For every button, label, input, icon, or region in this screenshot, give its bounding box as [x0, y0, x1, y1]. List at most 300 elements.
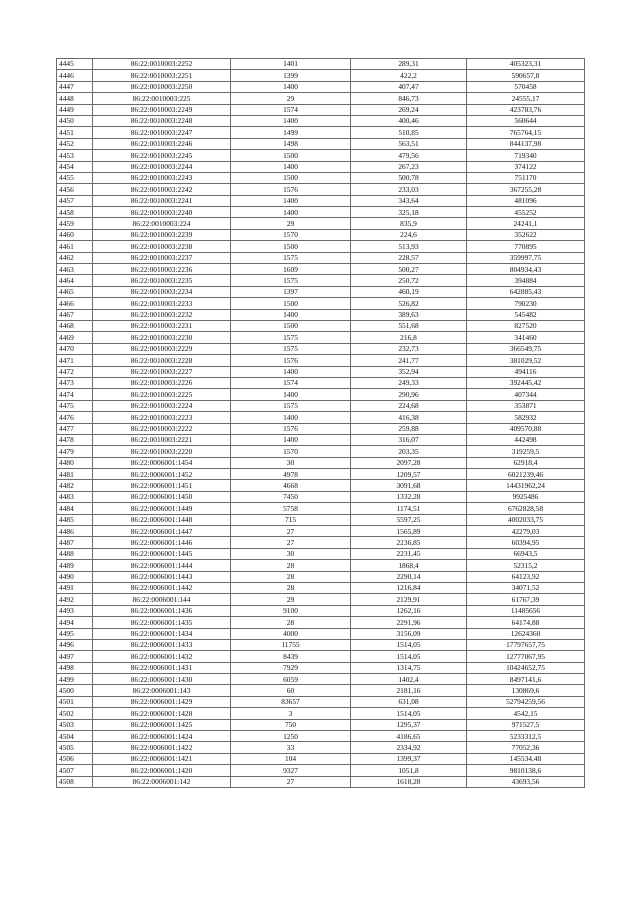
table-row	[57, 366, 585, 377]
cadastral-value-cell: 24241,1	[467, 218, 585, 229]
table-row	[57, 719, 585, 730]
area-cell: 1401	[231, 59, 351, 70]
area-cell: 28	[231, 582, 351, 593]
cadastral-number-cell: 86:22:0010003:2225	[93, 389, 231, 400]
table-row	[57, 377, 585, 388]
area-cell: 4978	[231, 469, 351, 480]
row-number-cell: 4470	[57, 343, 93, 354]
cadastral-number-cell: 86:22:0010003:2233	[93, 298, 231, 309]
specific-value-cell: 290,96	[351, 389, 467, 400]
area-cell: 1574	[231, 104, 351, 115]
specific-value-cell: 1514,05	[351, 651, 467, 662]
area-cell: 1575	[231, 275, 351, 286]
table-row	[57, 93, 585, 104]
row-number-cell: 4451	[57, 127, 93, 138]
area-cell: 1400	[231, 389, 351, 400]
cadastral-value-cell: 374122	[467, 161, 585, 172]
area-cell: 1400	[231, 412, 351, 423]
cadastral-number-cell: 86:22:0006001:1454	[93, 457, 231, 468]
cadastral-value-cell: 570458	[467, 81, 585, 92]
area-cell: 1400	[231, 81, 351, 92]
cadastral-number-cell: 86:22:0006001:1448	[93, 514, 231, 525]
cadastral-number-cell: 86:22:0010003:2237	[93, 252, 231, 263]
area-cell: 1575	[231, 332, 351, 343]
specific-value-cell: 1565,89	[351, 526, 467, 537]
cadastral-number-cell: 86:22:0010003:2236	[93, 264, 231, 275]
area-cell: 1576	[231, 423, 351, 434]
area-cell: 60	[231, 685, 351, 696]
row-number-cell: 4497	[57, 651, 93, 662]
row-number-cell: 4481	[57, 469, 93, 480]
row-number-cell: 4450	[57, 115, 93, 126]
table-row	[57, 400, 585, 411]
area-cell: 28	[231, 560, 351, 571]
row-number-cell: 4452	[57, 138, 93, 149]
table-row	[57, 776, 585, 787]
area-cell: 104	[231, 753, 351, 764]
cadastral-number-cell: 86:22:0010003:2251	[93, 70, 231, 81]
specific-value-cell: 479,56	[351, 150, 467, 161]
cadastral-value-cell: 14431962,24	[467, 480, 585, 491]
cadastral-number-cell: 86:22:0006001:1433	[93, 639, 231, 650]
cadastral-number-cell: 86:22:0006001:1449	[93, 503, 231, 514]
table-row	[57, 389, 585, 400]
area-cell: 1576	[231, 355, 351, 366]
cadastral-number-cell: 86:22:0006001:1424	[93, 731, 231, 742]
area-cell: 30	[231, 548, 351, 559]
specific-value-cell: 4186,65	[351, 731, 467, 742]
specific-value-cell: 460,19	[351, 286, 467, 297]
area-cell: 1397	[231, 286, 351, 297]
row-number-cell: 4455	[57, 172, 93, 183]
table-row	[57, 355, 585, 366]
area-cell: 1575	[231, 400, 351, 411]
area-cell: 6059	[231, 674, 351, 685]
table-row	[57, 412, 585, 423]
cadastral-number-cell: 86:22:0006001:1430	[93, 674, 231, 685]
specific-value-cell: 1868,4	[351, 560, 467, 571]
cadastral-value-cell: 34071,52	[467, 582, 585, 593]
row-number-cell: 4465	[57, 286, 93, 297]
cadastral-value-cell: 790230	[467, 298, 585, 309]
table-row	[57, 434, 585, 445]
area-cell: 1400	[231, 434, 351, 445]
specific-value-cell: 563,51	[351, 138, 467, 149]
specific-value-cell: 1216,84	[351, 582, 467, 593]
table-row	[57, 469, 585, 480]
specific-value-cell: 422,2	[351, 70, 467, 81]
specific-value-cell: 5597,25	[351, 514, 467, 525]
cadastral-value-cell: 9925486	[467, 491, 585, 502]
specific-value-cell: 249,33	[351, 377, 467, 388]
cadastral-value-cell: 42279,03	[467, 526, 585, 537]
cadastral-value-cell: 64123,92	[467, 571, 585, 582]
specific-value-cell: 1051,8	[351, 765, 467, 776]
area-cell: 27	[231, 776, 351, 787]
area-cell: 29	[231, 218, 351, 229]
area-cell: 1399	[231, 70, 351, 81]
cadastral-value-cell: 6762828,58	[467, 503, 585, 514]
cadastral-value-cell: 392445,42	[467, 377, 585, 388]
cadastral-number-cell: 86:22:0010003:2226	[93, 377, 231, 388]
row-number-cell: 4499	[57, 674, 93, 685]
table-row	[57, 674, 585, 685]
specific-value-cell: 846,73	[351, 93, 467, 104]
area-cell: 29	[231, 594, 351, 605]
cadastral-value-cell: 61767,39	[467, 594, 585, 605]
table-row	[57, 241, 585, 252]
cadastral-value-cell: 560644	[467, 115, 585, 126]
cadastral-number-cell: 86:22:0010003:2231	[93, 320, 231, 331]
cadastral-value-cell: 11485656	[467, 605, 585, 616]
cadastral-number-cell: 86:22:0006001:1442	[93, 582, 231, 593]
cadastral-number-cell: 86:22:0010003:2235	[93, 275, 231, 286]
area-cell: 1575	[231, 252, 351, 263]
specific-value-cell: 2129,91	[351, 594, 467, 605]
cadastral-number-cell: 86:22:0010003:2242	[93, 184, 231, 195]
table-row	[57, 184, 585, 195]
area-cell: 9100	[231, 605, 351, 616]
row-number-cell: 4476	[57, 412, 93, 423]
table-row	[57, 423, 585, 434]
row-number-cell: 4482	[57, 480, 93, 491]
table-row	[57, 457, 585, 468]
row-number-cell: 4471	[57, 355, 93, 366]
table-row	[57, 753, 585, 764]
cadastral-number-cell: 86:22:0006001:1421	[93, 753, 231, 764]
row-number-cell: 4461	[57, 241, 93, 252]
row-number-cell: 4467	[57, 309, 93, 320]
cadastral-value-cell: 60394,95	[467, 537, 585, 548]
area-cell: 1400	[231, 366, 351, 377]
table-row	[57, 127, 585, 138]
specific-value-cell: 250,72	[351, 275, 467, 286]
specific-value-cell: 551,68	[351, 320, 467, 331]
row-number-cell: 4493	[57, 605, 93, 616]
specific-value-cell: 3091,68	[351, 480, 467, 491]
cadastral-number-cell: 86:22:0006001:1446	[93, 537, 231, 548]
row-number-cell: 4454	[57, 161, 93, 172]
row-number-cell: 4475	[57, 400, 93, 411]
table-row	[57, 138, 585, 149]
cadastral-number-cell: 86:22:0006001:1432	[93, 651, 231, 662]
cadastral-value-cell: 366549,75	[467, 343, 585, 354]
cadastral-number-cell: 86:22:0010003:2245	[93, 150, 231, 161]
row-number-cell: 4484	[57, 503, 93, 514]
cadastral-value-cell: 130869,6	[467, 685, 585, 696]
specific-value-cell: 232,73	[351, 343, 467, 354]
table-row	[57, 332, 585, 343]
area-cell: 28	[231, 571, 351, 582]
table-row	[57, 548, 585, 559]
specific-value-cell: 325,18	[351, 207, 467, 218]
cadastral-value-cell: 8497141,6	[467, 674, 585, 685]
cadastral-number-cell: 86:22:0006001:1451	[93, 480, 231, 491]
area-cell: 4000	[231, 628, 351, 639]
cadastral-value-cell: 352622	[467, 229, 585, 240]
area-cell: 27	[231, 537, 351, 548]
cadastral-value-cell: 52794259,56	[467, 696, 585, 707]
cadastral-number-cell: 86:22:0010003:225	[93, 93, 231, 104]
area-cell: 1400	[231, 161, 351, 172]
table-row	[57, 526, 585, 537]
cadastral-number-cell: 86:22:0010003:224	[93, 218, 231, 229]
row-number-cell: 4508	[57, 776, 93, 787]
cadastral-value-cell: 62918,4	[467, 457, 585, 468]
cadastral-number-cell: 86:22:0006001:143	[93, 685, 231, 696]
row-number-cell: 4489	[57, 560, 93, 571]
area-cell: 715	[231, 514, 351, 525]
area-cell: 750	[231, 719, 351, 730]
row-number-cell: 4468	[57, 320, 93, 331]
cadastral-value-cell: 407344	[467, 389, 585, 400]
cadastral-number-cell: 86:22:0006001:144	[93, 594, 231, 605]
row-number-cell: 4494	[57, 617, 93, 628]
specific-value-cell: 400,46	[351, 115, 467, 126]
row-number-cell: 4460	[57, 229, 93, 240]
table-row	[57, 537, 585, 548]
row-number-cell: 4479	[57, 446, 93, 457]
table-row	[57, 275, 585, 286]
specific-value-cell: 267,23	[351, 161, 467, 172]
area-cell: 1609	[231, 264, 351, 275]
area-cell: 1576	[231, 184, 351, 195]
cadastral-value-cell: 64174,88	[467, 617, 585, 628]
table-row	[57, 639, 585, 650]
cadastral-value-cell: 844137,98	[467, 138, 585, 149]
table-row	[57, 104, 585, 115]
cadastral-number-cell: 86:22:0006001:1420	[93, 765, 231, 776]
area-cell: 1500	[231, 150, 351, 161]
cadastral-number-cell: 86:22:0010003:2240	[93, 207, 231, 218]
area-cell: 1570	[231, 446, 351, 457]
area-cell: 4668	[231, 480, 351, 491]
area-cell: 1500	[231, 298, 351, 309]
table-row	[57, 560, 585, 571]
area-cell: 28	[231, 617, 351, 628]
cadastral-number-cell: 86:22:0006001:1429	[93, 696, 231, 707]
cadastral-number-cell: 86:22:0006001:1425	[93, 719, 231, 730]
table-row	[57, 252, 585, 263]
cadastral-number-cell: 86:22:0006001:1443	[93, 571, 231, 582]
cadastral-value-cell: 4542,15	[467, 708, 585, 719]
specific-value-cell: 631,08	[351, 696, 467, 707]
specific-value-cell: 269,24	[351, 104, 467, 115]
table-row	[57, 662, 585, 673]
specific-value-cell: 416,38	[351, 412, 467, 423]
specific-value-cell: 500,78	[351, 172, 467, 183]
cadastral-value-cell: 353871	[467, 400, 585, 411]
table-row	[57, 343, 585, 354]
row-number-cell: 4487	[57, 537, 93, 548]
cadastral-number-cell: 86:22:0010003:2221	[93, 434, 231, 445]
row-number-cell: 4453	[57, 150, 93, 161]
area-cell: 83657	[231, 696, 351, 707]
row-number-cell: 4492	[57, 594, 93, 605]
specific-value-cell: 2236,85	[351, 537, 467, 548]
row-number-cell: 4478	[57, 434, 93, 445]
cadastral-number-cell: 86:22:0010003:2234	[93, 286, 231, 297]
row-number-cell: 4473	[57, 377, 93, 388]
cadastral-value-table	[56, 58, 585, 788]
specific-value-cell: 1399,37	[351, 753, 467, 764]
specific-value-cell: 500,27	[351, 264, 467, 275]
cadastral-number-cell: 86:22:0006001:1447	[93, 526, 231, 537]
specific-value-cell: 513,93	[351, 241, 467, 252]
cadastral-value-cell: 494116	[467, 366, 585, 377]
table-row	[57, 150, 585, 161]
table-row	[57, 207, 585, 218]
row-number-cell: 4456	[57, 184, 93, 195]
table-row	[57, 81, 585, 92]
table-row	[57, 708, 585, 719]
row-number-cell: 4502	[57, 708, 93, 719]
cadastral-value-cell: 319259,5	[467, 446, 585, 457]
cadastral-value-cell: 394884	[467, 275, 585, 286]
specific-value-cell: 1514,05	[351, 708, 467, 719]
row-number-cell: 4449	[57, 104, 93, 115]
table-row	[57, 320, 585, 331]
cadastral-number-cell: 86:22:0006001:1444	[93, 560, 231, 571]
specific-value-cell: 1618,28	[351, 776, 467, 787]
area-cell: 7450	[231, 491, 351, 502]
cadastral-value-cell: 17797657,75	[467, 639, 585, 650]
table-row	[57, 651, 585, 662]
cadastral-value-cell: 409570,88	[467, 423, 585, 434]
cadastral-value-cell: 52315,2	[467, 560, 585, 571]
cadastral-number-cell: 86:22:0010003:2238	[93, 241, 231, 252]
specific-value-cell: 1209,57	[351, 469, 467, 480]
cadastral-number-cell: 86:22:0006001:1428	[93, 708, 231, 719]
cadastral-value-cell: 751170	[467, 172, 585, 183]
cadastral-number-cell: 86:22:0010003:2243	[93, 172, 231, 183]
area-cell: 1400	[231, 207, 351, 218]
cadastral-value-cell: 12777067,95	[467, 651, 585, 662]
row-number-cell: 4462	[57, 252, 93, 263]
specific-value-cell: 316,07	[351, 434, 467, 445]
row-number-cell: 4469	[57, 332, 93, 343]
row-number-cell: 4445	[57, 59, 93, 70]
table-row	[57, 594, 585, 605]
cadastral-value-cell: 827520	[467, 320, 585, 331]
cadastral-number-cell: 86:22:0010003:2232	[93, 309, 231, 320]
row-number-cell: 4472	[57, 366, 93, 377]
row-number-cell: 4474	[57, 389, 93, 400]
row-number-cell: 4477	[57, 423, 93, 434]
table-row	[57, 742, 585, 753]
area-cell: 1570	[231, 229, 351, 240]
cadastral-number-cell: 86:22:0010003:2228	[93, 355, 231, 366]
cadastral-value-cell: 4002033,75	[467, 514, 585, 525]
cadastral-number-cell: 86:22:0010003:2229	[93, 343, 231, 354]
row-number-cell: 4491	[57, 582, 93, 593]
cadastral-number-cell: 86:22:0010003:2250	[93, 81, 231, 92]
row-number-cell: 4496	[57, 639, 93, 650]
table-row	[57, 59, 585, 70]
specific-value-cell: 241,77	[351, 355, 467, 366]
row-number-cell: 4490	[57, 571, 93, 582]
cadastral-number-cell: 86:22:0006001:142	[93, 776, 231, 787]
area-cell: 5758	[231, 503, 351, 514]
area-cell: 30	[231, 457, 351, 468]
row-number-cell: 4448	[57, 93, 93, 104]
table-row	[57, 195, 585, 206]
row-number-cell: 4457	[57, 195, 93, 206]
table-row	[57, 172, 585, 183]
cadastral-value-cell: 642885,43	[467, 286, 585, 297]
row-number-cell: 4498	[57, 662, 93, 673]
specific-value-cell: 1262,16	[351, 605, 467, 616]
row-number-cell: 4458	[57, 207, 93, 218]
row-number-cell: 4505	[57, 742, 93, 753]
specific-value-cell: 389,63	[351, 309, 467, 320]
area-cell: 33	[231, 742, 351, 753]
area-cell: 8439	[231, 651, 351, 662]
cadastral-number-cell: 86:22:0010003:2252	[93, 59, 231, 70]
specific-value-cell: 1314,75	[351, 662, 467, 673]
cadastral-number-cell: 86:22:0010003:2249	[93, 104, 231, 115]
area-cell: 1500	[231, 172, 351, 183]
specific-value-cell: 3156,09	[351, 628, 467, 639]
row-number-cell: 4480	[57, 457, 93, 468]
cadastral-value-cell: 590657,8	[467, 70, 585, 81]
row-number-cell: 4500	[57, 685, 93, 696]
table-row	[57, 503, 585, 514]
cadastral-value-cell: 770895	[467, 241, 585, 252]
specific-value-cell: 216,8	[351, 332, 467, 343]
specific-value-cell: 1295,37	[351, 719, 467, 730]
cadastral-value-cell: 971527,5	[467, 719, 585, 730]
cadastral-number-cell: 86:22:0010003:2246	[93, 138, 231, 149]
table-row	[57, 218, 585, 229]
cadastral-number-cell: 86:22:0010003:2248	[93, 115, 231, 126]
table-body	[57, 59, 585, 788]
table-row	[57, 446, 585, 457]
cadastral-number-cell: 86:22:0006001:1445	[93, 548, 231, 559]
specific-value-cell: 510,85	[351, 127, 467, 138]
cadastral-value-cell: 43693,56	[467, 776, 585, 787]
specific-value-cell: 1174,51	[351, 503, 467, 514]
table-row	[57, 731, 585, 742]
cadastral-number-cell: 86:22:0010003:2244	[93, 161, 231, 172]
cadastral-value-cell: 719340	[467, 150, 585, 161]
area-cell: 29	[231, 93, 351, 104]
table-row	[57, 309, 585, 320]
row-number-cell: 4485	[57, 514, 93, 525]
cadastral-value-cell: 481096	[467, 195, 585, 206]
cadastral-value-cell: 77052,36	[467, 742, 585, 753]
specific-value-cell: 2097,28	[351, 457, 467, 468]
area-cell: 1575	[231, 343, 351, 354]
area-cell: 11755	[231, 639, 351, 650]
cadastral-value-cell: 5233312,5	[467, 731, 585, 742]
area-cell: 1400	[231, 115, 351, 126]
table-row	[57, 70, 585, 81]
specific-value-cell: 352,94	[351, 366, 467, 377]
specific-value-cell: 224,6	[351, 229, 467, 240]
area-cell: 1500	[231, 241, 351, 252]
row-number-cell: 4506	[57, 753, 93, 764]
cadastral-value-cell: 12624360	[467, 628, 585, 639]
table-row	[57, 628, 585, 639]
cadastral-value-cell: 9810138,6	[467, 765, 585, 776]
area-cell: 1400	[231, 195, 351, 206]
area-cell: 1250	[231, 731, 351, 742]
cadastral-value-cell: 804934,43	[467, 264, 585, 275]
specific-value-cell: 526,82	[351, 298, 467, 309]
cadastral-number-cell: 86:22:0010003:2247	[93, 127, 231, 138]
cadastral-number-cell: 86:22:0006001:1450	[93, 491, 231, 502]
